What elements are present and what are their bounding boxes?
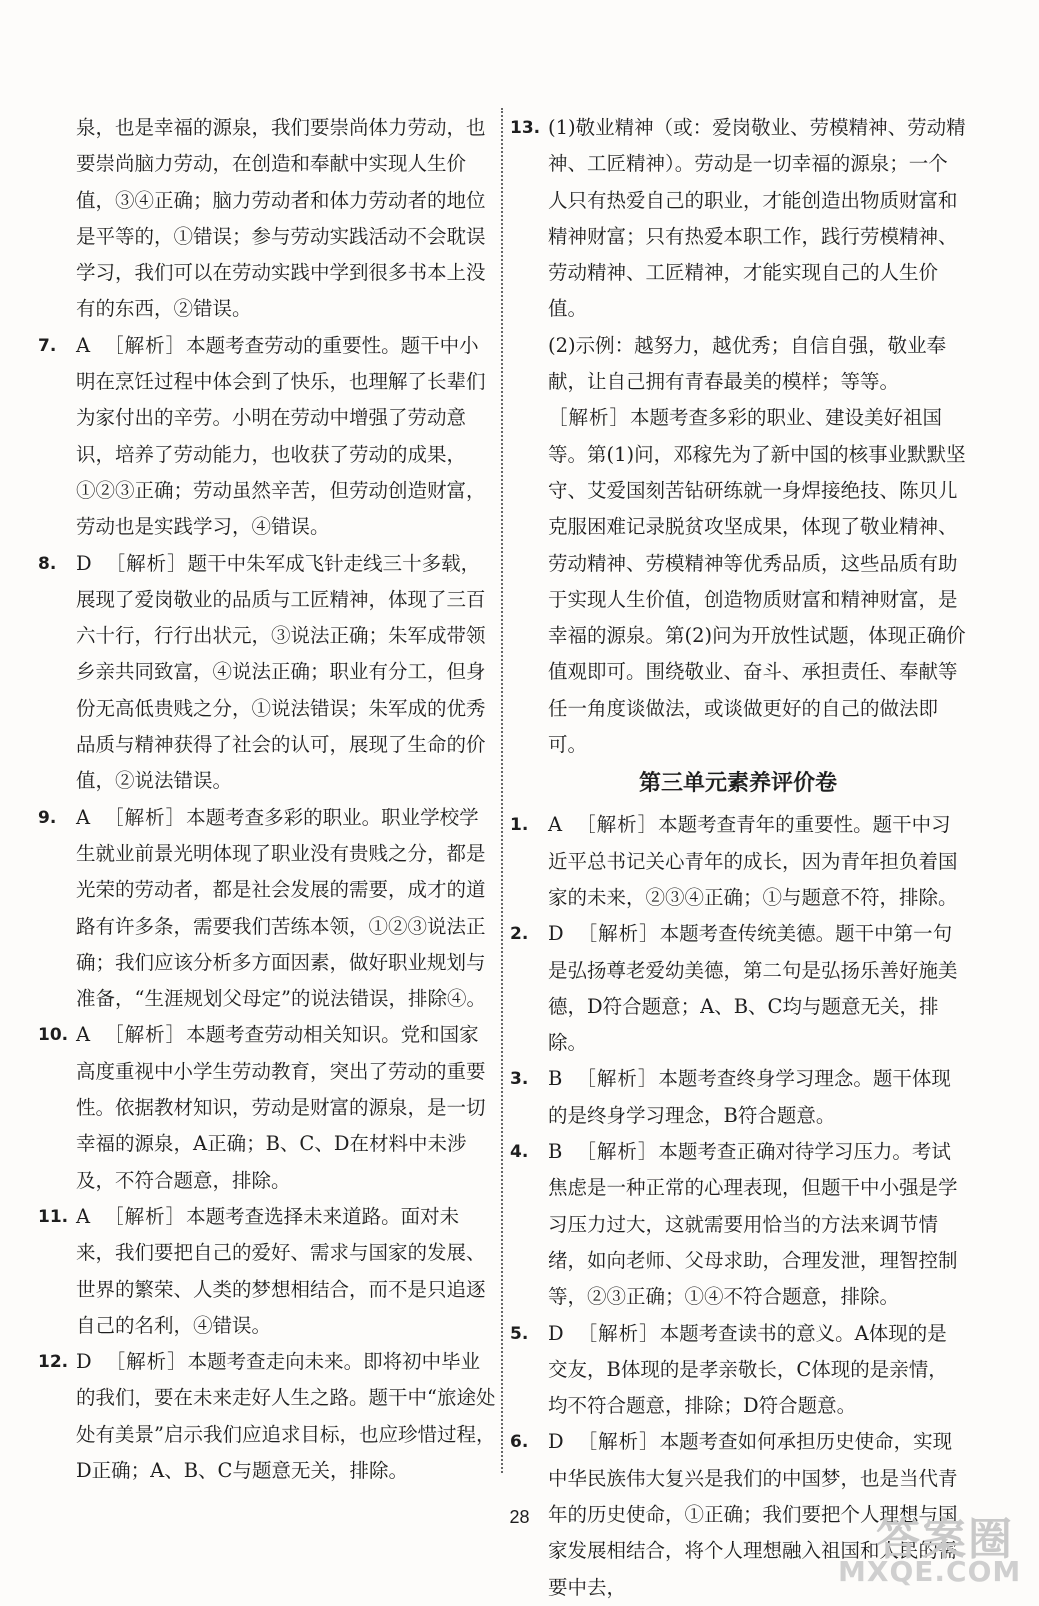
answer-item-1 bbox=[510, 807, 966, 916]
answer-item-8 bbox=[38, 546, 498, 800]
item-answer: D bbox=[548, 1321, 564, 1345]
item-text: 本题考查劳动的重要性。题干中小明在烹饪过程中体会到了快乐，也理解了长辈们为家付出的辛劳。小明在劳动中增强了劳动意识，培养了劳动能力，也收获了劳动的成果，①②③正确；劳动虽然辛苦，但劳动创造财富，劳动也是实践学习，④错误。 bbox=[76, 333, 486, 539]
item-number: 3. bbox=[510, 1069, 529, 1090]
answer-item-11 bbox=[38, 1199, 498, 1344]
item-number: 12. bbox=[38, 1352, 69, 1373]
item-number: 5. bbox=[510, 1323, 529, 1344]
answer-item-5 bbox=[510, 1316, 966, 1425]
answer-item-13 bbox=[510, 110, 966, 328]
analysis-tag: ［解析］ bbox=[548, 406, 631, 430]
item-text: 本题考查传统美德。题干中第一句是弘扬尊老爱幼美德，第二句是弘扬乐善好施美德，D符合题意；A、B、C均与题意无关，排除。 bbox=[548, 922, 958, 1055]
item-answer: A bbox=[76, 333, 91, 357]
analysis-tag: ［解析］ bbox=[104, 1023, 187, 1047]
answer-item-9 bbox=[38, 800, 498, 1018]
item-answer: B bbox=[548, 1067, 563, 1091]
item-number: 1. bbox=[510, 815, 529, 836]
section-title: 第三单元素养评价卷 bbox=[638, 771, 837, 797]
item-answer: D bbox=[548, 922, 564, 946]
item-text: 本题考查选择未来道路。面对未来，我们要把自己的爱好、需求与国家的发展、世界的繁荣、人类的梦想相结合，而不是只追逐自己的名利，④错误。 bbox=[76, 1204, 486, 1337]
item-text: 本题考查多彩的职业。职业学校学生就业前景光明体现了职业没有贵贱之分，都是光荣的劳动者，都是社会发展的需要，成才的道路有许多条，需要我们苦练本领，①②③说法正确；我们应该分析多方面因素，做好职业规划与准备，“生涯规划父母定”的说法错误，排除④。 bbox=[76, 805, 486, 1011]
answer-item-12 bbox=[38, 1344, 498, 1489]
analysis-tag: ［解析］ bbox=[576, 813, 659, 837]
item-number: 8. bbox=[38, 553, 57, 574]
item-part-1: (1)敬业精神（或：爱岗敬业、劳模精神、劳动精神、工匠精神）。劳动是一切幸福的源泉；一个人只有热爱自己的职业，才能创造出物质财富和精神财富；只有热爱本职工作，践行劳模精神、劳动精神、工匠精神，才能实现自己的人生价值。 bbox=[548, 116, 966, 321]
item-text: 本题考查劳动相关知识。党和国家高度重视中小学生劳动教育，突出了劳动的重要性。依据教材知识，劳动是财富的源泉，是一切幸福的源泉，A正确；B、C、D在材料中未涉及，不符合题意，排除。 bbox=[76, 1023, 486, 1192]
item-number: 7. bbox=[38, 335, 57, 356]
analysis-tag: ［解析］ bbox=[104, 333, 187, 357]
item-answer: A bbox=[548, 813, 563, 837]
item-text: 本题考查青年的重要性。题干中习近平总书记关心青年的成长，因为青年担负着国家的未来，②③④正确；①与题意不符，排除。 bbox=[548, 813, 958, 909]
item-answer: D bbox=[76, 551, 92, 575]
answer-item-4 bbox=[510, 1134, 966, 1315]
watermark-logo bbox=[838, 1497, 1028, 1593]
item-text: 本题考查如何承担历史使命，实现中华民族伟大复兴是我们的中国梦，也是当代青年的历史使命，①正确；我们要把个人理想与国家发展相结合，将个人理想融入祖国和人民的需要中去， bbox=[548, 1430, 958, 1599]
analysis-tag: ［解析］ bbox=[105, 1350, 188, 1374]
left-column bbox=[38, 110, 498, 1489]
analysis-tag: ［解析］ bbox=[576, 1140, 659, 1164]
item-answer: D bbox=[548, 1430, 564, 1454]
item-text: 本题考查走向未来。即将初中毕业的我们，要在未来走好人生之路。题干中“旅途处处有美景”启示我们应追求目标，也应珍惜过程，D正确；A、B、C与题意无关，排除。 bbox=[76, 1350, 496, 1482]
analysis-tag: ［解析］ bbox=[577, 922, 660, 946]
analysis-tag: ［解析］ bbox=[577, 1430, 660, 1454]
item-answer: B bbox=[548, 1140, 563, 1164]
answer-item-3 bbox=[510, 1061, 966, 1134]
analysis-tag: ［解析］ bbox=[105, 551, 188, 575]
watermark-site-text: MXQE.COM bbox=[838, 1555, 1022, 1588]
analysis-tag: ［解析］ bbox=[104, 805, 187, 829]
item-number: 11. bbox=[38, 1206, 69, 1227]
answer-item-10 bbox=[38, 1017, 498, 1198]
item-text: 本题考查正确对待学习压力。考试焦虑是一种正常的心理表现，但题干中小强是学习压力过大，这就需要用恰当的方法来调节情绪，如向老师、父母求助，合理发泄，理智控制等，②③正确；①④不符合题意，排除。 bbox=[548, 1140, 958, 1309]
item-number: 6. bbox=[510, 1432, 529, 1453]
item-number: 13. bbox=[510, 118, 541, 138]
item-text: 本题考查读书的意义。A体现的是交友，B体现的是孝亲敬长，C体现的是亲情，均不符合题意，排除；D符合题意。 bbox=[548, 1321, 948, 1418]
item-part-2: (2)示例：越努力，越优秀；自信自强，敬业奉献，让自己拥有青春最美的模样；等等。 bbox=[548, 333, 947, 394]
continuation-text: 泉，也是幸福的源泉，我们要崇尚体力劳动，也要崇尚脑力劳动，在创造和奉献中实现人生价值，③④正确；脑力劳动者和体力劳动者的地位是平等的，①错误；参与劳动实践活动不会耽误学习，我们可以在劳动实践中学到很多书本上没有的东西，②错误。 bbox=[76, 116, 486, 321]
page-number: 28 bbox=[509, 1507, 530, 1527]
item-text: 本题考查终身学习理念。题干体现的是终身学习理念，B符合题意。 bbox=[548, 1067, 951, 1127]
item-answer: A bbox=[76, 805, 91, 829]
item-number: 4. bbox=[510, 1142, 529, 1163]
analysis-tag: ［解析］ bbox=[104, 1204, 187, 1228]
item-13-analysis bbox=[510, 400, 966, 763]
analysis-tag: ［解析］ bbox=[576, 1067, 659, 1091]
item-number: 10. bbox=[38, 1025, 69, 1046]
item-number: 2. bbox=[510, 924, 529, 945]
answer-item-2 bbox=[510, 916, 966, 1061]
item-answer: D bbox=[76, 1350, 92, 1374]
answer-item-7 bbox=[38, 328, 498, 546]
item-answer: A bbox=[76, 1204, 91, 1228]
right-column bbox=[510, 110, 966, 1606]
watermark-logo-icon: 答案圈 bbox=[876, 1514, 1014, 1565]
column-divider bbox=[501, 108, 503, 1473]
item-number: 9. bbox=[38, 807, 57, 828]
item-answer: A bbox=[76, 1023, 91, 1047]
analysis-tag: ［解析］ bbox=[577, 1321, 660, 1345]
analysis-text: 本题考查多彩的职业、建设美好祖国等。第(1)问，邓稼先为了新中国的核事业默默坚守、艾爱国刻苦钻研练就一身焊接绝技、陈贝儿克服困难记录脱贫攻坚成果，体现了敬业精神、劳动精神、劳模精神等优秀品质，这些品质有助于实现人生价值，创造物质财富和精神财富，是幸福的源泉。第(2)问为开放性试题，体现正确价值观即可。围绕敬业、奋斗、承担责任、奉献等任一角度谈做法，或谈做更好的自己的做法即可。 bbox=[548, 406, 966, 757]
item-text: 题干中朱军成飞针走线三十多载，展现了爱岗敬业的品质与工匠精神，体现了三百六十行，行行出状元，③说法正确；朱军成带领乡亲共同致富，④说法正确；职业有分工，但身份无高低贵贱之分，①说法错误；朱军成的优秀品质与精神获得了社会的认可，展现了生命的价值，②说法错误。 bbox=[76, 551, 486, 793]
